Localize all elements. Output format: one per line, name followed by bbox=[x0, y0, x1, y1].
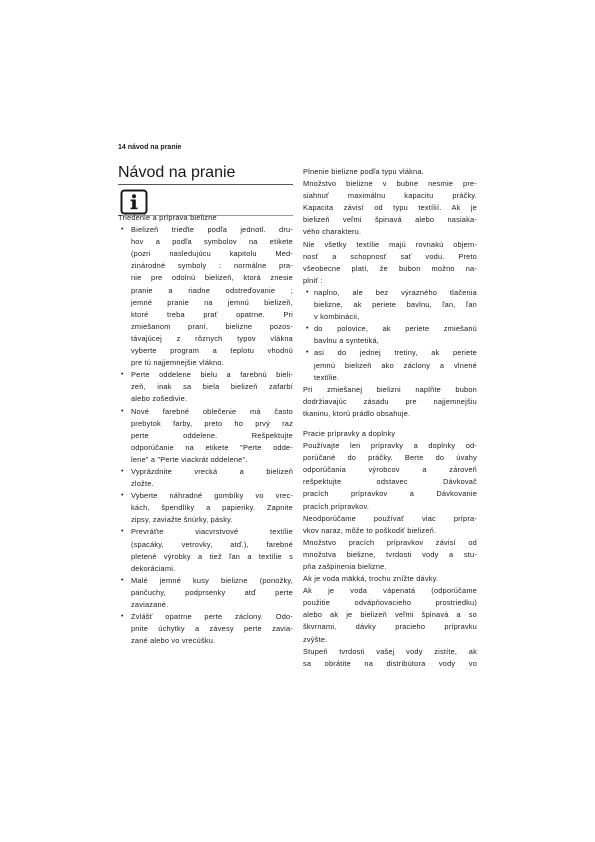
paragraph bbox=[303, 537, 477, 573]
section-heading-loading: Plnenie bielizne podľa typu vlákna. bbox=[303, 167, 424, 176]
bullet-marker: • bbox=[121, 407, 124, 415]
text-line: Vyberte náhradné gombíky vo vrec- bbox=[131, 491, 293, 501]
text-line: pracích prípravkov. bbox=[303, 501, 370, 511]
text-line: odporúčania výrobcov a zároveň bbox=[303, 465, 477, 475]
text-line: Nie všetky textílie majú rovnakú objem- bbox=[303, 239, 477, 249]
bullet-marker: • bbox=[121, 467, 124, 475]
bullet-marker: • bbox=[306, 349, 309, 357]
text-line: asi do jednej tretiny, ak periete bbox=[314, 348, 477, 358]
text-line: zinárodné symboly : normálne pra- bbox=[131, 261, 293, 271]
text-line: alebo ak je bielizeň veľmi špinavá a so bbox=[303, 610, 477, 620]
bullet-item bbox=[118, 369, 293, 405]
text-line: alebo zošedivie. bbox=[131, 394, 188, 404]
text-line: távajúcej z rôznych typov vlákna bbox=[131, 333, 293, 343]
text-line: tkaninu, ktorú prádlo obsahuje. bbox=[303, 408, 411, 418]
text-line: v kombinácii, bbox=[314, 312, 360, 322]
text-line: lene" a "Perte viackrát oddelene". bbox=[131, 454, 248, 464]
bullet-item bbox=[118, 526, 293, 574]
text-line: Kapacita závisí od typu textílií. Ak je bbox=[303, 203, 477, 213]
text-line: všeobecne platí, že bubon možno na- bbox=[303, 263, 477, 273]
text-line: vého charakteru. bbox=[303, 227, 362, 237]
text-line: zipsy, zaviažte šnúrky, pásky. bbox=[131, 515, 233, 525]
text-line: pletené výrobky a tiež ľan a textílie s bbox=[131, 551, 293, 561]
text-line: Malé jemné kusy bielizne (ponožky, bbox=[131, 575, 293, 585]
paragraph bbox=[303, 440, 477, 513]
page-number: 14 bbox=[118, 144, 126, 151]
text-line: Ak je voda mäkká, trochu znížte dávky. bbox=[303, 574, 439, 584]
text-line: plniť : bbox=[303, 275, 323, 285]
bullet-marker: • bbox=[121, 528, 124, 536]
text-line: Množstvo pracích prípravkov závisí od bbox=[303, 537, 477, 547]
text-line: dekoráciami. bbox=[131, 563, 176, 573]
text-line: škvrnami, dávky pracieho prípravku bbox=[303, 622, 477, 632]
loading-bullet-list bbox=[303, 287, 477, 384]
text-line: dodržiavajúc zásadu pre najjemnejšiu bbox=[303, 396, 477, 406]
text-line: (pozri nasledujúcu kapitolu Med- bbox=[131, 249, 293, 259]
text-line: použitie odvápňovacieho prostriedku) bbox=[303, 598, 477, 608]
bullet-item bbox=[118, 466, 293, 490]
bullet-item bbox=[118, 490, 293, 526]
paragraph bbox=[303, 384, 477, 420]
text-line: Nové farebné oblečenie má často bbox=[131, 406, 293, 416]
text-line: hov a podľa symbolov na etikete bbox=[131, 237, 293, 247]
bullet-marker: • bbox=[306, 325, 309, 333]
bullet-item bbox=[303, 347, 477, 383]
bullet-marker: • bbox=[121, 371, 124, 379]
text-line: nie pre odolnú bielizeň, ktorá znesie bbox=[131, 273, 293, 283]
left-column bbox=[118, 212, 293, 647]
text-line: zložte. bbox=[131, 479, 154, 489]
paragraph bbox=[303, 585, 477, 645]
text-line: ktoré treba prať opatrne. Pri bbox=[131, 309, 293, 319]
paragraph bbox=[303, 239, 477, 287]
text-line: siahnuť maximálnu kapacitu práčky. bbox=[303, 191, 477, 201]
text-line: vyberte program a teplotu vhodnú bbox=[131, 346, 293, 356]
bullet-item bbox=[303, 287, 477, 323]
page-title: Návod na pranie bbox=[118, 164, 236, 181]
text-line: Bielizeň trieďte podľa jednotl. dru- bbox=[131, 225, 293, 235]
text-line: do polovice, ak periete zmiešanú bbox=[314, 324, 477, 334]
bullet-item bbox=[118, 224, 293, 369]
paragraph bbox=[303, 573, 477, 585]
text-line: odporúčanie na etikete "Perte odde- bbox=[131, 442, 293, 452]
text-line: zeň, inak sa biela bielizeň zafarbí bbox=[131, 382, 293, 392]
text-line: nosť a schopnosť sať vodu. Preto bbox=[303, 251, 477, 261]
text-line: pranie a riadne odstreďovanie ; bbox=[131, 285, 293, 295]
bullet-marker: • bbox=[121, 226, 124, 234]
text-line: Používajte len prípravky a doplnky od- bbox=[303, 441, 477, 451]
text-line: pančuchy, podprsenky atď perte bbox=[131, 587, 293, 597]
text-line: sa obrátite na distribútora vody vo bbox=[303, 658, 477, 668]
text-line: množstva bielizne, tvrdosti vody a stu- bbox=[303, 549, 477, 559]
text-line: bielizeň veľmi špinavá alebo nasiaka- bbox=[303, 215, 477, 225]
bullet-marker: • bbox=[121, 576, 124, 584]
text-line: jemnú bielizeň ako záclony a vlnené bbox=[314, 360, 477, 370]
text-line: zané alebo vo vrecúšku. bbox=[131, 636, 216, 646]
text-line: pracích prípravkov a Dávkovanie bbox=[303, 489, 477, 499]
bullet-item bbox=[118, 611, 293, 647]
text-line: rešpektujte odstavec Dávkovač bbox=[303, 477, 477, 487]
section-heading-detergents: Pracie prípravky a doplnky bbox=[303, 428, 396, 438]
text-line: perte oddelene. Rešpektujte bbox=[131, 430, 293, 440]
paragraph bbox=[303, 178, 477, 238]
running-header bbox=[118, 143, 181, 153]
text-line: bielizne, ak periete bavlnu, ľan, ľan bbox=[314, 300, 477, 310]
text-line: pňa zašpinenia bielizne. bbox=[303, 562, 387, 571]
bullet-item bbox=[118, 406, 293, 466]
text-line: Zvlášť opatrne perte záclony. Odo- bbox=[131, 612, 293, 622]
text-line: zaviazané. bbox=[131, 600, 169, 609]
running-title: návod na pranie bbox=[127, 144, 182, 151]
text-line: pre tú najjemnejšie vlákno. bbox=[131, 358, 224, 368]
text-line: pnite úchytky a závesy perte zavia- bbox=[131, 624, 293, 634]
bullet-marker: • bbox=[306, 288, 309, 296]
text-line: Prevráťte viacvrstvové textílie bbox=[131, 527, 293, 537]
text-line: zvýšte. bbox=[303, 634, 328, 644]
text-line: zmiešanom praní, bielizne pozos- bbox=[131, 321, 293, 331]
bullet-item bbox=[303, 323, 477, 347]
text-line: Množstvo bielizne v bubne nesmie pre- bbox=[303, 179, 477, 189]
section-heading-sorting: Triedenie a príprava bielizne bbox=[118, 213, 217, 222]
text-line: bavlnu a syntetiká, bbox=[314, 336, 380, 346]
right-column bbox=[303, 166, 477, 670]
text-line: vkov naraz, môže to poškodiť bielizeň. bbox=[303, 525, 437, 535]
text-line: Pri zmiešanej bielizni naplňte bubon bbox=[303, 384, 477, 394]
text-line: textílie. bbox=[314, 372, 340, 382]
bullet-marker: • bbox=[121, 492, 124, 500]
text-line: (spacáky, vetrovky, atď.), farebné bbox=[131, 539, 293, 549]
text-line: jemné pranie na jemnú bielizeň, bbox=[131, 297, 293, 307]
text-line: porúčané do práčky. Berte do úvahy bbox=[303, 453, 477, 463]
bullet-marker: • bbox=[121, 613, 124, 621]
text-line: Ak je voda vápenatá (odporúčame bbox=[303, 586, 477, 596]
text-line: naplno, ale bez výrazného tlačenia bbox=[314, 287, 477, 297]
sorting-bullet-list bbox=[118, 224, 293, 647]
title-rule bbox=[118, 184, 293, 185]
paragraph bbox=[303, 513, 477, 537]
paragraph bbox=[303, 646, 477, 670]
text-line: Neodporúčame používať viac prípra- bbox=[303, 513, 477, 523]
text-line: Vyprázdnite vrecká a bielizeň bbox=[131, 466, 293, 476]
text-line: Perte oddelene bielu a farebnú bieli- bbox=[131, 370, 293, 380]
text-line: prebytok farby, preto ho prvý raz bbox=[131, 418, 293, 428]
text-line: kách, špendlíky a papieriky. Zapnite bbox=[131, 503, 293, 513]
text-line: Stupeň tvrdosti vašej vody zistíte, ak bbox=[303, 646, 477, 656]
bullet-item bbox=[118, 575, 293, 611]
